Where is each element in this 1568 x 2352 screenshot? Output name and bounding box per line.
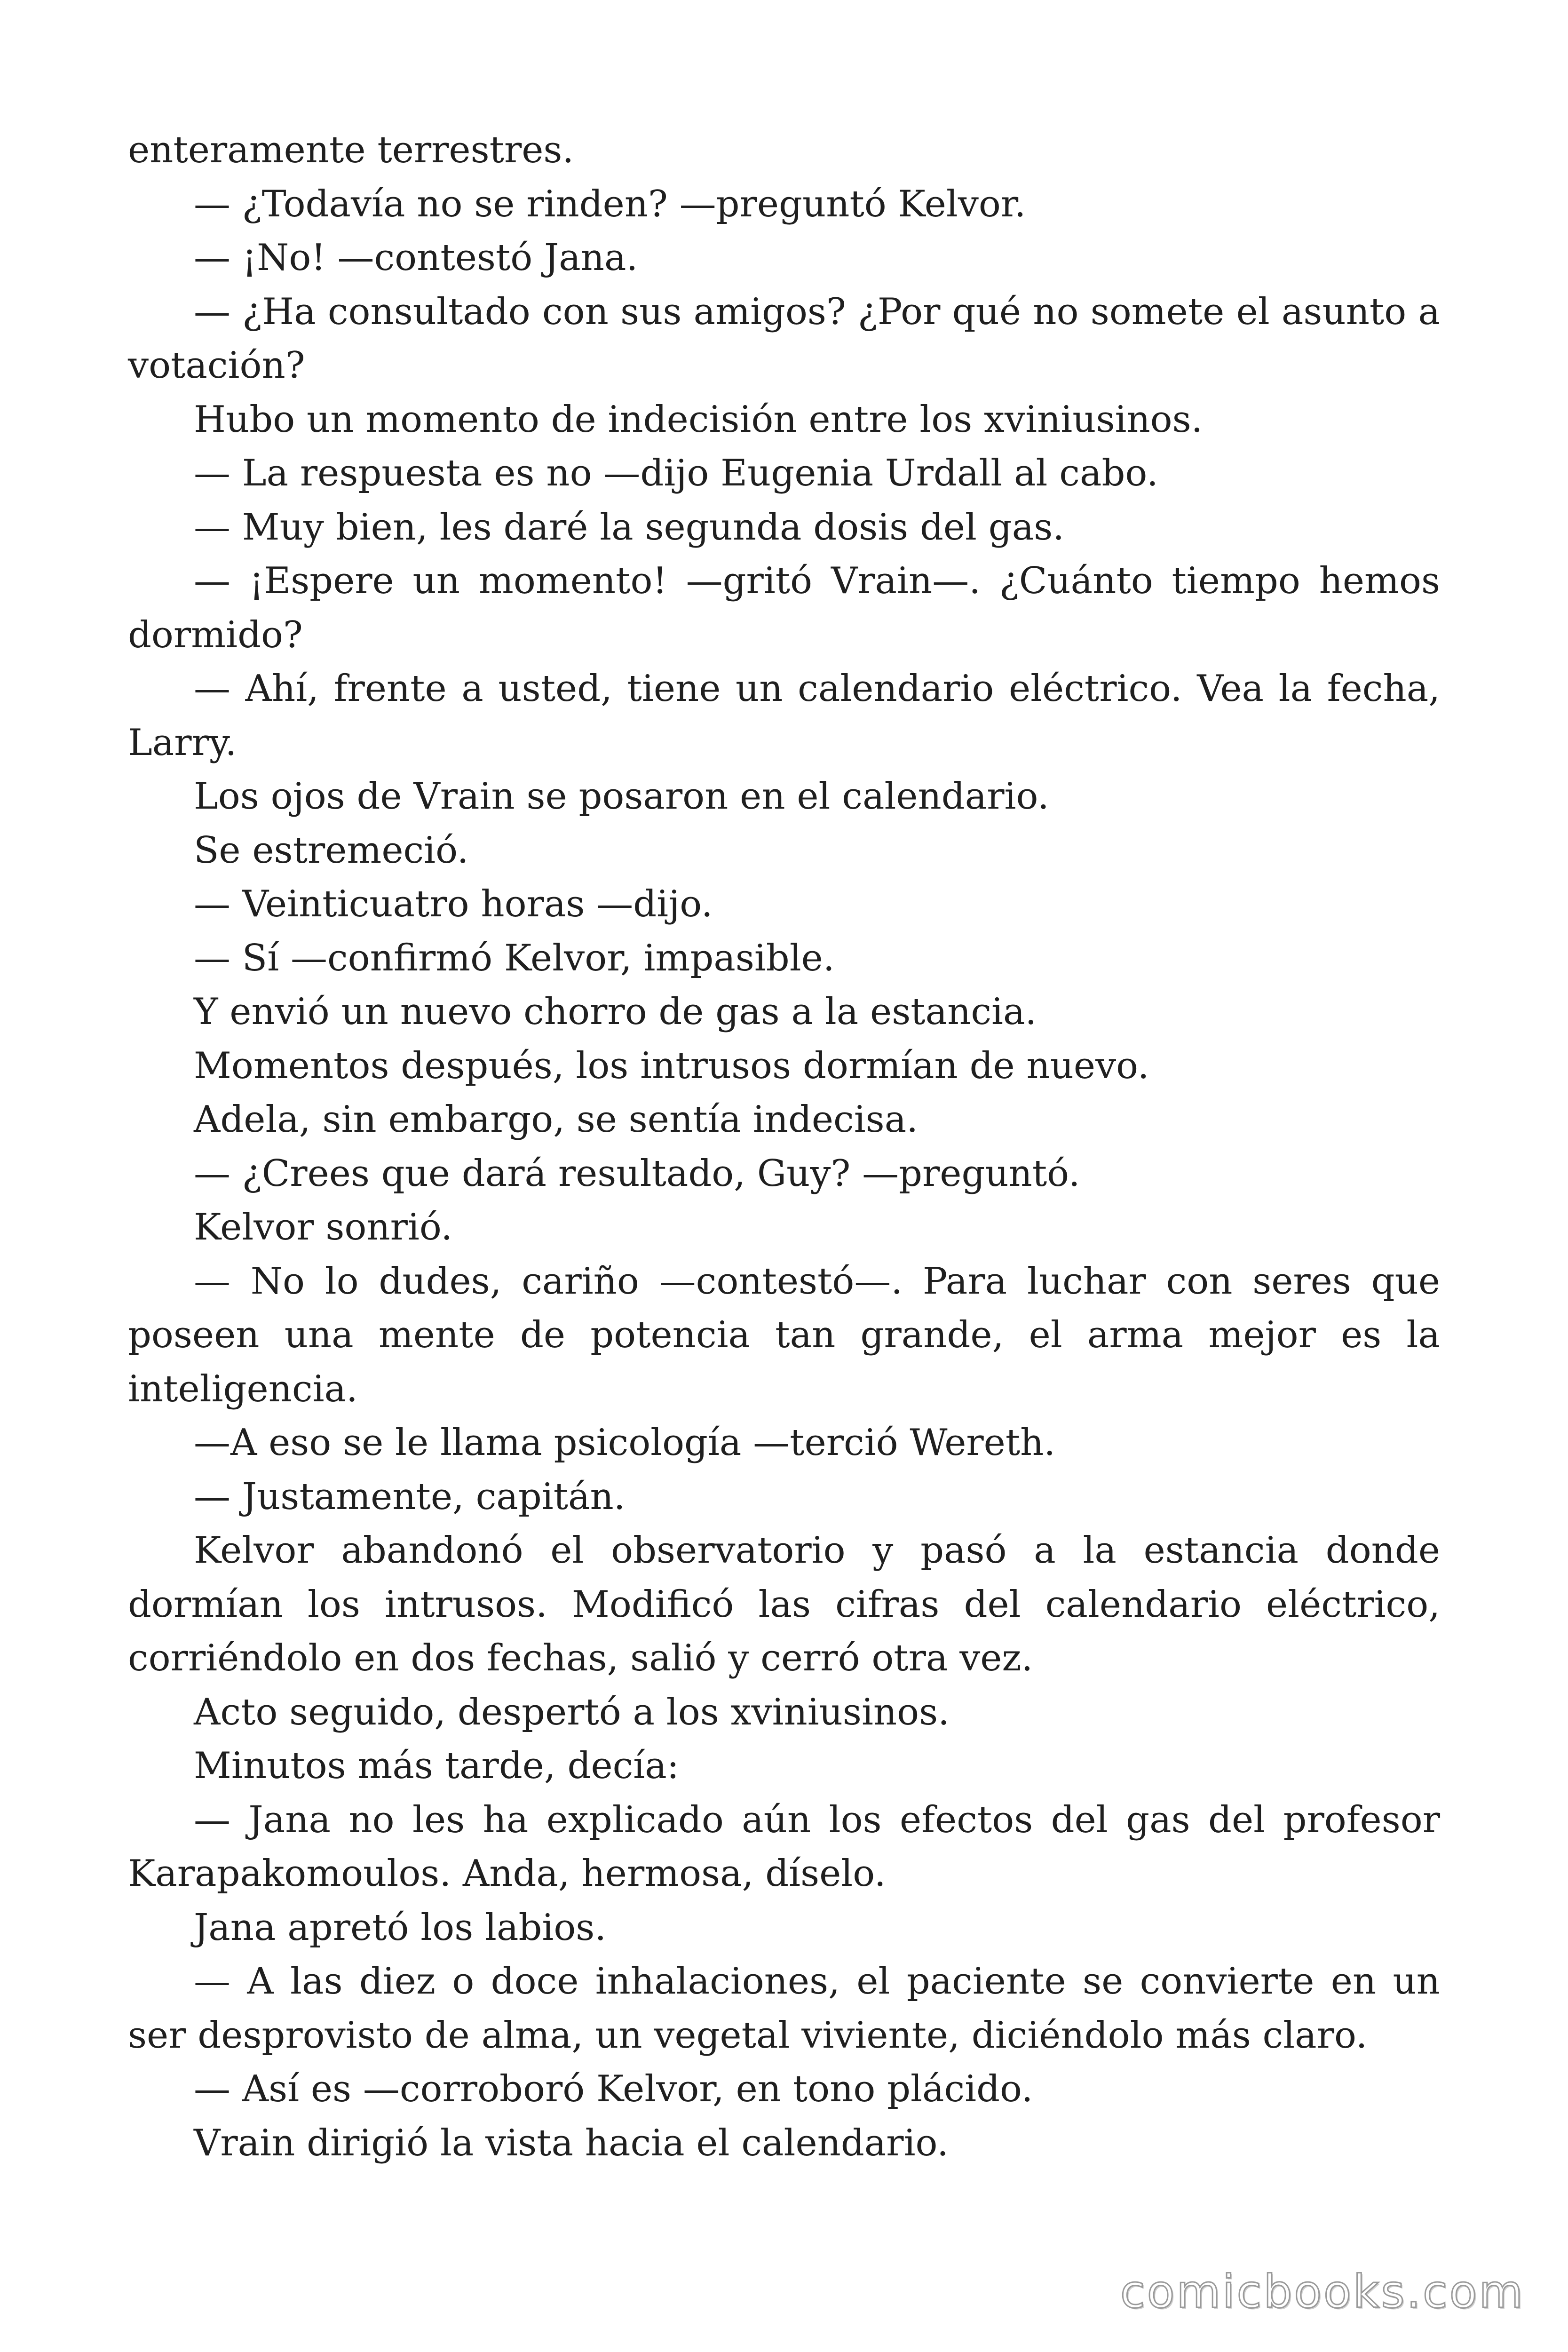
paragraph: Jana apretó los labios. (194, 1906, 607, 1949)
paragraph: Momentos después, los intrusos dormían de nuevo. (194, 1044, 1149, 1087)
paragraph: Y envió un nuevo chorro de gas a la estancia. (194, 991, 1037, 1033)
paragraph: Se estremeció. (194, 829, 469, 872)
paragraph: enteramente terrestres. (128, 129, 574, 171)
paragraph: — ¡Espere un momento! —gritó Vrain—. ¿Cuánto tiempo hemos dormido? (128, 560, 1440, 656)
paragraph: — Justamente, capitán. (194, 1475, 626, 1518)
paragraph: — Ahí, frente a usted, tiene un calendario eléctrico. Vea la fecha, Larry. (128, 667, 1440, 764)
paragraph: — Sí —confirmó Kelvor, impasible. (194, 937, 835, 979)
book-page-text (128, 123, 1440, 2170)
paragraph: Vrain dirigió la vista hacia el calendario. (194, 2122, 949, 2164)
paragraph: — ¿Ha consultado con sus amigos? ¿Por qué no somete el asunto a votación? (128, 290, 1440, 387)
paragraph: —A eso se le llama psicología —terció Wereth. (194, 1422, 1056, 1464)
paragraph: Acto seguido, despertó a los xviniusinos. (194, 1691, 950, 1733)
paragraph: — ¿Crees que dará resultado, Guy? —preguntó. (194, 1152, 1080, 1195)
paragraph: — No lo dudes, cariño —contestó—. Para luchar con seres que poseen una mente de potencia tan grande, el arma mejor es la inteligencia. (128, 1260, 1440, 1410)
site-watermark: comicbooks.com (1120, 2265, 1525, 2318)
paragraph: — La respuesta es no —dijo Eugenia Urdall al cabo. (194, 452, 1158, 494)
paragraph: Los ojos de Vrain se posaron en el calendario. (194, 775, 1049, 818)
paragraph: — ¿Todavía no se rinden? —preguntó Kelvor. (194, 183, 1026, 225)
paragraph: — Jana no les ha explicado aún los efectos del gas del profesor Karapakomoulos. Anda, hermosa, díselo. (128, 1798, 1440, 1895)
paragraph: — Veinticuatro horas —dijo. (194, 883, 713, 925)
paragraph: — Así es —corroboró Kelvor, en tono plácido. (194, 2068, 1033, 2110)
paragraph: — Muy bien, les daré la segunda dosis del gas. (194, 506, 1065, 548)
paragraph: Adela, sin embargo, se sentía indecisa. (194, 1098, 919, 1141)
paragraph: Hubo un momento de indecisión entre los xviniusinos. (194, 398, 1203, 441)
paragraph: Kelvor abandonó el observatorio y pasó a la estancia donde dormían los intrusos. Modificó las cifras del calendario eléctrico, corriéndolo en dos fechas, salió y cerró otra vez. (128, 1529, 1440, 1679)
paragraph: — A las diez o doce inhalaciones, el paciente se convierte en un ser desprovisto de alma, un vegetal viviente, diciéndolo más claro. (128, 1960, 1440, 2057)
paragraph: — ¡No! —contestó Jana. (194, 237, 638, 279)
paragraph: Minutos más tarde, decía: (194, 1745, 680, 1787)
paragraph: Kelvor sonrió. (194, 1206, 453, 1248)
